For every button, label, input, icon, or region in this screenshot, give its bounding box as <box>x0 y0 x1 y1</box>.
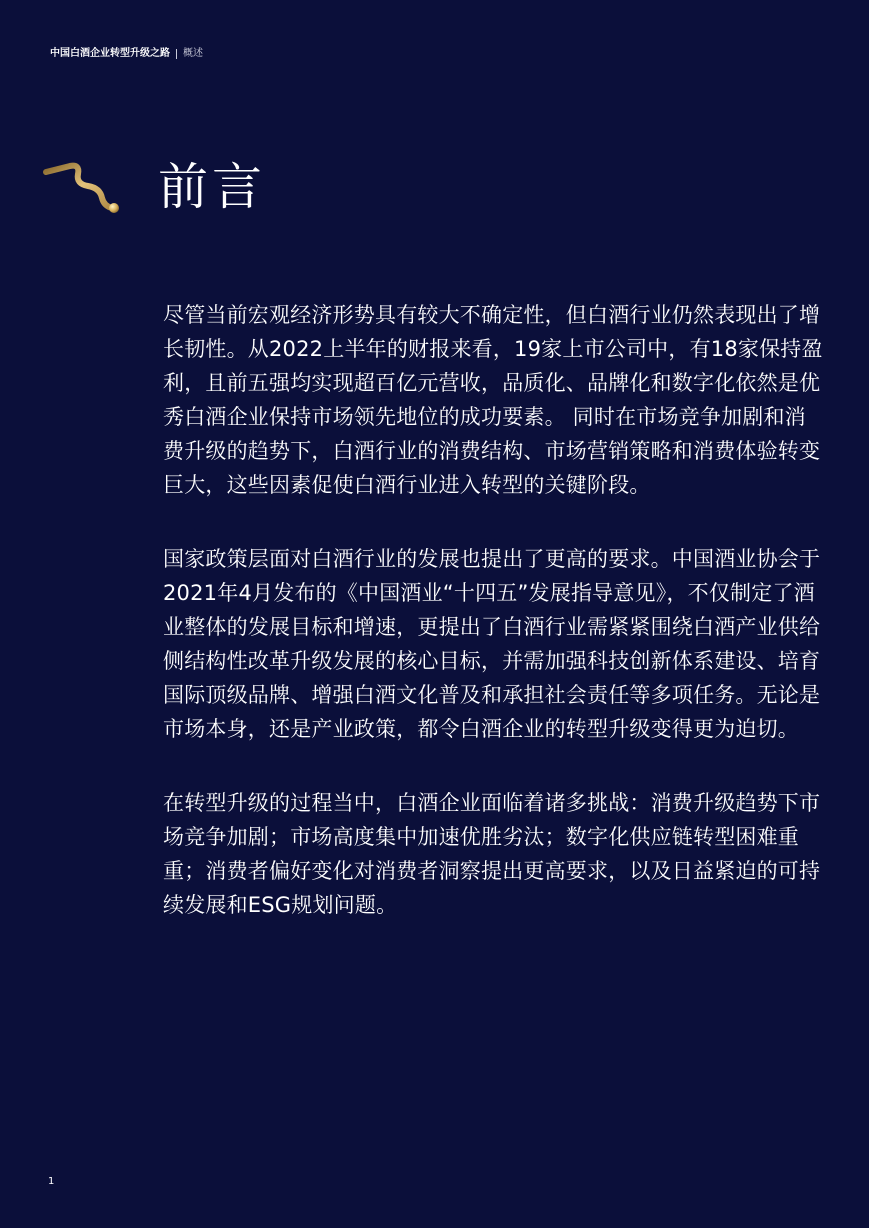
page-number: 1 <box>48 1176 55 1187</box>
paragraph-1: 尽管当前宏观经济形势具有较大不确定性，但白酒行业仍然表现出了增长韧性。从2022上半年的财报来看，19家上市公司中，有18家保持盈利，且前五强均实现超百亿元营收，品质化、品牌化和数字化依然是优秀白酒企业保持市场领先地位的成功要素。 同时在市场竞争加剧和消费升级的趋势下，白酒行业的消费结构、市场营销策略和消费体验转变巨大，这些因素促使白酒行业进入转型的关键阶段。 <box>163 303 823 497</box>
section-name: 概述 <box>183 48 203 59</box>
report-title: 中国白酒企业转型升级之路 <box>50 48 170 59</box>
header-divider <box>176 49 177 59</box>
gold-path-icon <box>40 158 136 218</box>
page-title: 前言 <box>158 158 266 216</box>
paragraph-2: 国家政策层面对白酒行业的发展也提出了更高的要求。中国酒业协会于2021年4月发布的《中国酒业“十四五”发展指导意见》，不仅制定了酒业整体的发展目标和增速，更提出了白酒行业需紧紧围绕白酒产业供给侧结构性改革升级发展的核心目标，并需加强科技创新体系建设、培育国际顶级品牌、增强白酒文化普及和承担社会责任等多项任务。无论是市场本身，还是产业政策，都令白酒企业的转型升级变得更为迫切。 <box>163 547 821 741</box>
running-header <box>50 47 203 61</box>
paragraph-3: 在转型升级的过程当中，白酒企业面临着诸多挑战：消费升级趋势下市场竞争加剧；市场高度集中加速优胜劣汰；数字化供应链转型困难重重；消费者偏好变化对消费者洞察提出更高要求，以及日益紧迫的可持续发展和ESG规划问题。 <box>163 791 821 917</box>
body-text <box>163 298 823 962</box>
